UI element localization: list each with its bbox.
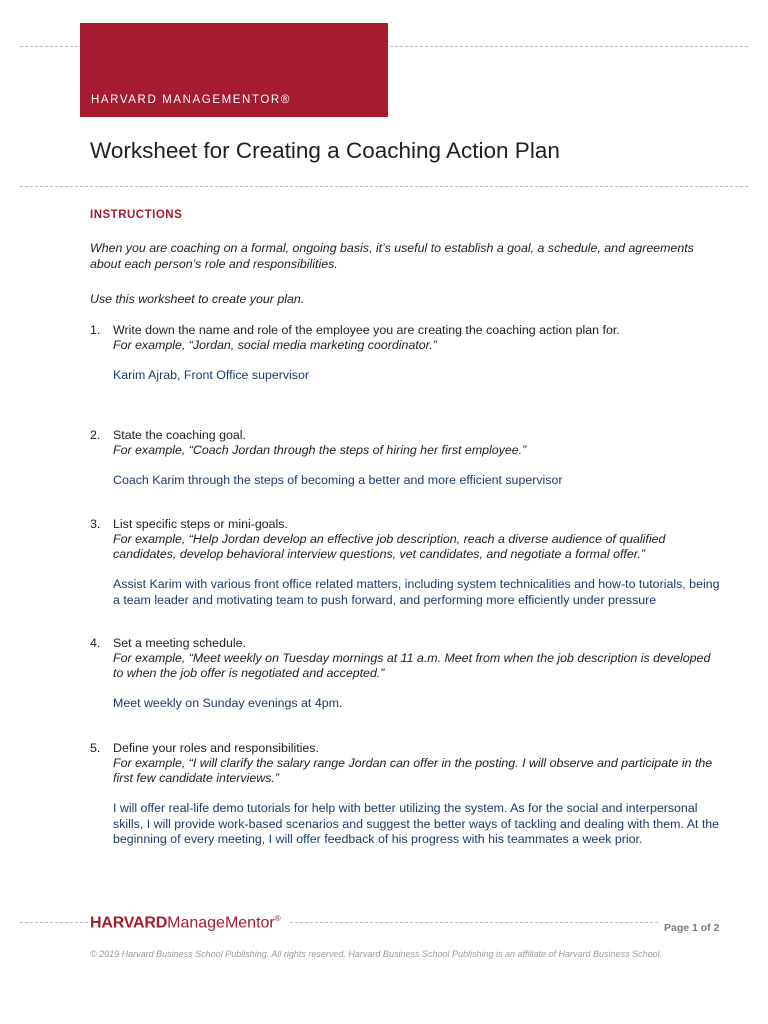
item-example: For example, “I will clarify the salary range Jordan can offer in the posting. I will observe and participate in the first few candidate interviews.”	[113, 756, 713, 785]
list-item	[90, 323, 720, 384]
item-number: 2.	[90, 428, 101, 442]
footer-logo-mark: ®	[274, 914, 281, 923]
item-answer[interactable]: Assist Karim with various front office related matters, including system technicalities and how-to tutorials, being a team leader and motivating team to push forward, and performing more efficiently under pressure	[113, 577, 720, 607]
instructions-intro: When you are coaching on a formal, ongoing basis, it’s useful to establish a goal, a schedule, and agreements about each person’s role and responsibilities.	[90, 241, 694, 271]
item-example: For example, “Meet weekly on Tuesday mornings at 11 a.m. Meet from when the job description is developed to when the job offer is negotiated and accepted.”	[113, 651, 711, 680]
footer-logo-bold: HARVARD	[90, 914, 168, 932]
list-item	[90, 636, 720, 712]
item-number: 4.	[90, 636, 101, 650]
brand-banner	[80, 23, 388, 117]
list-item	[90, 741, 720, 848]
footer-logo	[90, 914, 281, 932]
instructions-use: Use this worksheet to create your plan.	[90, 292, 305, 306]
copyright-notice: © 2019 Harvard Business School Publishing. All rights reserved. Harvard Business School Publishing is an affiliate of Harvard Business School.	[90, 949, 663, 959]
item-number: 5.	[90, 741, 101, 755]
item-prompt: Write down the name and role of the employee you are creating the coaching action plan for.	[113, 323, 620, 337]
list-item	[90, 517, 720, 608]
item-prompt: State the coaching goal.	[113, 428, 246, 442]
item-example: For example, “Jordan, social media marketing coordinator.”	[113, 338, 437, 352]
page-title: Worksheet for Creating a Coaching Action Plan	[90, 138, 560, 163]
page-number: Page 1 of 2	[664, 922, 720, 934]
item-answer[interactable]: Coach Karim through the steps of becoming a better and more efficient supervisor	[113, 473, 563, 487]
footer-divider-right	[290, 922, 658, 923]
item-example: For example, “Coach Jordan through the steps of hiring her first employee.”	[113, 443, 527, 457]
footer-divider-left	[20, 922, 88, 923]
item-example: For example, “Help Jordan develop an effective job description, reach a diverse audience of qualified candidates, develop behavioral interview questions, vet candidates, and negotiate a formal offer.”	[113, 532, 666, 561]
list-item	[90, 428, 720, 489]
brand-name: HARVARD MANAGEMENTOR®	[91, 94, 291, 106]
title-divider	[20, 186, 748, 187]
item-prompt: List specific steps or mini-goals.	[113, 517, 288, 531]
item-prompt: Set a meeting schedule.	[113, 636, 246, 650]
item-number: 1.	[90, 323, 101, 337]
item-prompt: Define your roles and responsibilities.	[113, 741, 319, 755]
instructions-heading: INSTRUCTIONS	[90, 209, 183, 221]
item-answer[interactable]: Meet weekly on Sunday evenings at 4pm.	[113, 696, 343, 710]
item-answer[interactable]: I will offer real-life demo tutorials for help with better utilizing the system. As for the social and interpersonal skills, I will provide work-based scenarios and suggest the better ways of tackling and dealing with them. At the beginning of every meeting, I will offer feedback of his progress with his teammates a week prior.	[113, 801, 720, 846]
item-number: 3.	[90, 517, 101, 531]
footer-logo-text: ManageMentor	[167, 914, 275, 932]
item-answer[interactable]: Karim Ajrab, Front Office supervisor	[113, 368, 310, 382]
